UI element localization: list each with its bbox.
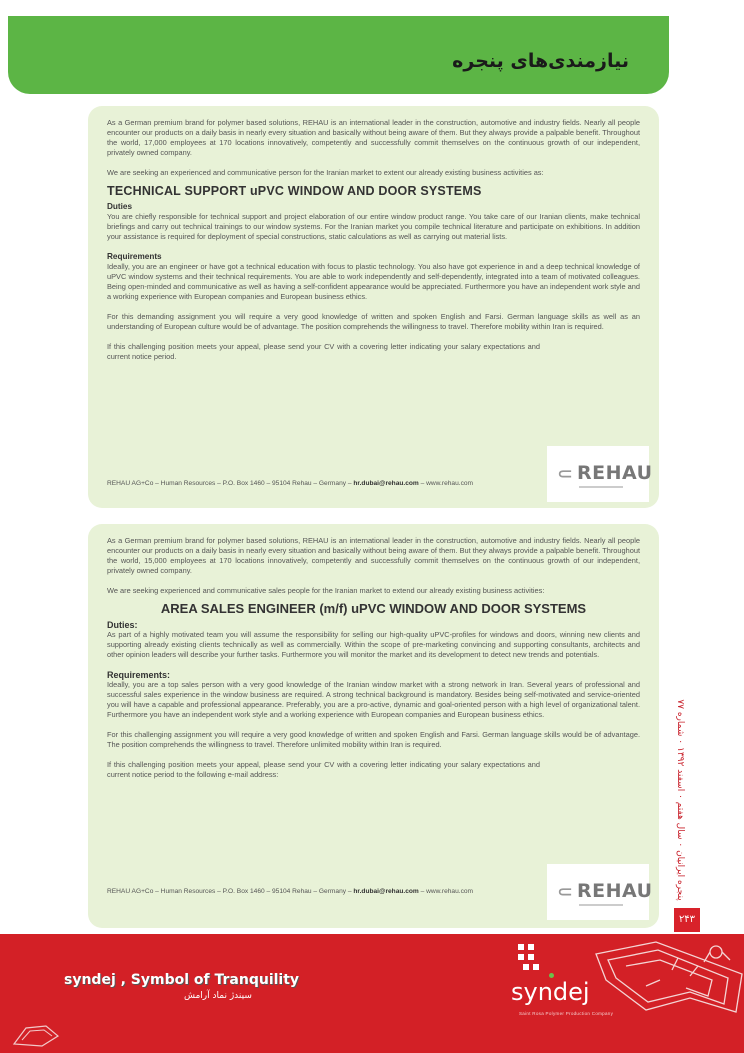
footer-email-link[interactable]: hr.dubai@rehau.com — [353, 480, 419, 487]
syndej-slogan-fa: سیندژ نماد آرامش — [184, 991, 252, 1001]
window-profile-drawing-icon — [586, 940, 744, 1015]
rehau-logo-text: REHAU — [577, 880, 653, 902]
profile-section-icon — [12, 1022, 60, 1048]
duties-text: As part of a highly motivated team you will assume the responsibility for selling our high-quality uPVC-profiles for windows and doors, winning new clients and supporting already existing clients technically as well as commercially. Within the scope of pre-marketing convincing and supporting consultants, architects and other opinion leaders will describe your further tasks. Furthermore you will monitor the market and its development to detect new trends and potentials. — [107, 630, 640, 659]
ad-body — [107, 118, 640, 372]
ad-intro: As a German premium brand for polymer based solutions, REHAU is an international leader in the construction, automotive and industry fields. Nearly all people encounter our products on a daily basis in nearly every situation and basically without being aware of them. But they always provide a palpable benefit. Throughout the world, 15,000 employees at 170 locations innovatively, competently and successfully commit themselves on the continuous growth of our independent, privately owned company. — [107, 536, 640, 575]
page-title: نیازمندی‌های پنجره — [452, 50, 629, 72]
duties-heading: Duties: — [107, 620, 138, 630]
requirements-heading: Requirements: — [107, 670, 171, 680]
ad-seeking: We are seeking experienced and communicative sales people for the Iranian market to extend our already existing business activities: — [107, 586, 545, 595]
syndej-logo-icon — [516, 942, 546, 972]
magazine-issue-info — [670, 700, 690, 900]
syndej-tagline: Saint Rosa Polymer Production Company — [519, 1011, 614, 1016]
language-text: For this demanding assignment you will require a very good knowledge of written and spoken English and Farsi. German language skills as well as an understanding of European culture would be of advantage. The position comprehends the willingness to travel. Therefore mobility within Iran is required. — [107, 312, 640, 331]
page-number: ۲۴۳ — [674, 908, 700, 932]
ad-intro: As a German premium brand for polymer based solutions, REHAU is an international leader in the construction, automotive and industry fields. Nearly all people encounter our products on a daily basis in nearly every situation and basically without being aware of them. But they always provide a palpable benefit. Throughout the world, 17,000 employees at 170 locations innovatively, competently and successfully commit themselves on the continuous growth of our independent, privately owned company. — [107, 118, 640, 157]
requirements-text: Ideally, you are a top sales person with a very good knowledge of the Iranian window market with a strong network in Iran. Several years of professional and successful sales experience in the window business are required. A strong technical background is mandatory. Besides being self-motivated and service-oriented you will have a capable and professional appearance. Preferably, you are a pro-active, dynamic and goal-oriented person with a high level of organizational talent. Furthermore you have an independent work style and a working experience with European companies and European business ethics. — [107, 680, 640, 719]
ad-body — [107, 536, 640, 790]
syndej-brand: syndej — [511, 978, 590, 1006]
syndej-slogan: syndej , Symbol of Tranquility — [64, 972, 300, 988]
job-ad-area-sales-engineer — [88, 524, 659, 928]
rehau-mark-icon: ⸦ — [555, 882, 575, 904]
footer-address: REHAU AG+Co – Human Resources – P.O. Box 1460 – 95104 Rehau – Germany – — [107, 480, 354, 487]
rehau-logo — [547, 864, 653, 920]
rehau-tagline-line — [579, 904, 623, 906]
requirements-text: Ideally, you are an engineer or have got a technical education with focus to plastic technology. You also have got experience in and a deep technical knowledge of uPVC window systems and their technical requirements. You are able to work independently and self-dependently, integrated into a team of motivated colleagues. Being open-minded and communicative as well as having a self-confident appearance would be appreciated. Furthermore you have an independent work style and a working experience with European companies and European business ethics. — [107, 262, 640, 301]
rehau-mark-icon: ⸦ — [555, 464, 575, 486]
job-title: AREA SALES ENGINEER (m/f) uPVC WINDOW AND DOOR SYSTEMS — [160, 601, 587, 616]
ad-footer-contact — [107, 480, 473, 487]
rehau-logo — [547, 446, 653, 502]
duties-heading: Duties — [107, 202, 133, 211]
ad-footer-contact — [107, 888, 473, 895]
job-ad-technical-support — [88, 106, 659, 508]
apply-text: If this challenging position meets your appeal, please send your CV with a covering letter indicating your salary expectations and current notice period to the following e-mail address: — [107, 760, 540, 779]
footer-website: – www.rehau.com — [418, 480, 474, 487]
rehau-tagline-line — [579, 486, 623, 488]
magazine-issue-text: پنجره ایرانیان ۰ سال هفتم ۰ اسفند ۱۳۹۲ ۰ شماره ۷۷ — [675, 699, 685, 901]
job-title: TECHNICAL SUPPORT uPVC WINDOW AND DOOR SYSTEMS — [107, 184, 482, 198]
requirements-heading: Requirements — [107, 252, 162, 261]
apply-text: If this challenging position meets your appeal, please send your CV with a covering letter indicating your salary expectations and current notice period. — [107, 342, 540, 361]
ad-seeking: We are seeking an experienced and communicative person for the Iranian market to extent our already existing business activities as: — [107, 168, 544, 177]
language-text: For this challenging assignment you will require a very good knowledge of written and spoken English and Farsi. German language skills would be of advantage. The position comprehends the willingness to travel. Therefore unlimited mobility within Iran is required. — [107, 730, 640, 749]
duties-text: You are chiefly responsible for technical support and project elaboration of our entire window product range. You take care of our Iranian clients, make technical briefings and carry out technical trainings to our window systems. For the Iranian market you compile technical literature and participate on exhibitions. In addition your assistance is required for deployment of special constructions, static calculations as well as carrying out material lists. — [107, 212, 640, 241]
footer-website: – www.rehau.com — [418, 888, 474, 895]
rehau-logo-text: REHAU — [577, 462, 653, 484]
footer-email-link[interactable]: hr.dubai@rehau.com — [353, 888, 419, 895]
header-bar — [8, 16, 669, 94]
footer-address: REHAU AG+Co – Human Resources – P.O. Box 1460 – 95104 Rehau – Germany – — [107, 888, 354, 895]
